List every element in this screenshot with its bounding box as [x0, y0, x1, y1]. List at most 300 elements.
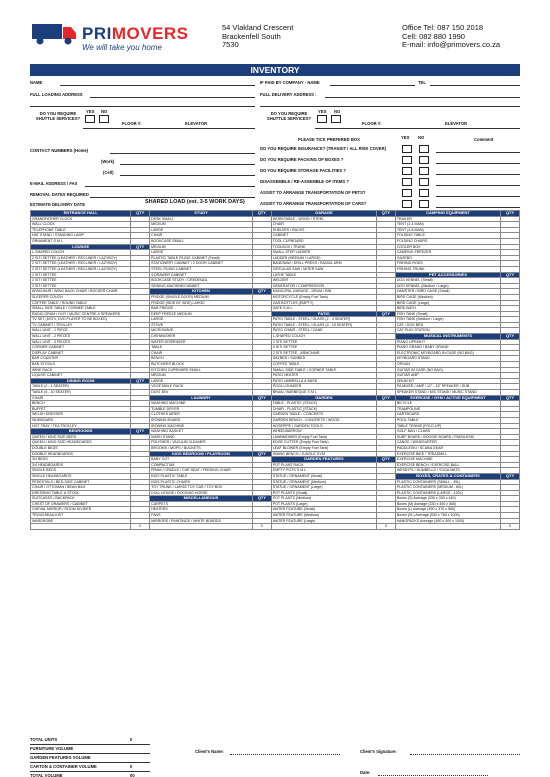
item-cell: POOL TABLE: [395, 417, 500, 423]
item-cell: BOOKCASE SMALL: [150, 238, 253, 244]
inventory-table: [30, 210, 520, 530]
section-header: PATIO: [271, 311, 376, 317]
item-cell: LARGE: [150, 227, 253, 233]
question-5-yes-checkbox[interactable]: [402, 189, 412, 197]
item-cell: PATIO TABLE - STEEL / GLASS (2 - 4 SEATER): [271, 317, 376, 323]
item-cell: PADDLESKI / SCUBA GEAR: [395, 445, 500, 451]
item-cell: SMALL STEP LADDER: [271, 250, 376, 256]
item-cell: BAR COUNTER: [31, 356, 131, 362]
item-cell: WALL UNIT - 3 PIECES: [31, 339, 131, 345]
no-label: NO: [418, 135, 425, 140]
item-cell: 4 DRAWER CABINET: [150, 272, 253, 278]
item-cell: SHELVES / RACKS: [271, 227, 376, 233]
item-cell: STATUE / ORNAMENT (Small): [271, 473, 376, 479]
question-4: DISASSEMBLE / RE-ASSEMBLE OF ITEMS ?: [260, 179, 349, 184]
question-2-comment[interactable]: [436, 163, 520, 164]
question-3-yes-checkbox[interactable]: [402, 167, 412, 175]
item-cell: WARDROBE: [31, 518, 131, 524]
tel-label: TEL: [418, 80, 426, 85]
item-cell: MUNICIPAL GARAGE - DRUM / BIN: [271, 289, 376, 295]
item-cell: DARTBOARD: [395, 412, 500, 418]
item-cell: BAR FRIDGE: [150, 306, 253, 312]
total-label: TOTAL UNITS: [30, 737, 58, 742]
item-cell: EXERCISE BENCH / EXERCISE BALL: [395, 462, 500, 468]
item-cell: 2 SITI SETTEE: [31, 278, 131, 284]
item-cell: 3/4 BEDS: [31, 457, 131, 463]
item-cell: FOLDING TABLE: [395, 233, 500, 239]
item-cell: WALL UNIT - 1 PIECE: [31, 328, 131, 334]
item-cell: STOVE: [150, 322, 253, 328]
loading-address-field[interactable]: [90, 97, 255, 98]
delivery-address-line-2[interactable]: [260, 106, 520, 107]
question-4-no-checkbox[interactable]: [419, 178, 429, 186]
item-cell: KEYBOARD STAND: [395, 356, 500, 362]
item-cell: ELECTRONIC KEYBOARD IN CASE (NO BAG): [395, 350, 500, 356]
item-cell: DOLL HOUSE / ROCKING HORSE: [150, 490, 253, 496]
company-contact: Office Tel: 087 150 2018 Cell: 082 880 1990 E-mail: info@primovers.co.za: [402, 23, 501, 49]
client-name-field[interactable]: [230, 754, 340, 755]
item-cell: GAS BOTTLES (EMPTY): [271, 300, 376, 306]
item-cell: QUEEN / KING SIZE BEDS: [31, 434, 131, 440]
item-cell: LIQUOR CABINET: [31, 373, 131, 379]
home-number-field[interactable]: [110, 153, 255, 154]
item-cell: TV CABINET / TROLLEY: [31, 322, 131, 328]
item-cell: DEEP FREEZE MEDIUM: [150, 311, 253, 317]
item-cell: CANOE / WINDSURFER: [395, 440, 500, 446]
item-cell: TOOLBOX / TRUNK: [271, 244, 376, 250]
item-cell: STEEL FILING CABINET: [150, 266, 253, 272]
section-header: MISCELLANEOUS: [150, 496, 253, 502]
item-cell: PLASTIC CONTAINERS (MEDIUM - 80L): [395, 485, 500, 491]
total-label: CARTON & CONTAINER VOLUME: [30, 764, 97, 769]
item-cell: CORNER CABINET: [31, 345, 131, 351]
letterhead: [30, 8, 520, 58]
item-cell: DOUBLE HEADBOARDS: [31, 451, 131, 457]
item-cell: CHAIR: [150, 233, 253, 239]
item-cell: LEAF BLOWER (Empty Fuel Tank): [271, 445, 376, 451]
item-cell: TUMBLE DRYER: [150, 406, 253, 412]
item-cell: DISHWASHER: [150, 334, 253, 340]
section-header: LAUNDRY: [150, 395, 253, 401]
client-name-label: Client's Name:: [195, 749, 224, 754]
item-cell: 3/4 HEADBOARDS: [31, 462, 131, 468]
item-cell: PLASTIC TABLE FILING CABINET (Small): [150, 255, 253, 261]
item-cell: [395, 524, 500, 530]
item-cell: LARGE: [150, 317, 253, 323]
item-cell: MEDIUM: [150, 244, 253, 250]
item-cell: WEIGHTS / DUMBELLS / YOGA MATS: [395, 468, 500, 474]
item-cell: TABLE TENNIS (FOLD-UP): [395, 423, 500, 429]
item-cell: CHAIR / OTTOMAN / BEAN BAG: [31, 485, 131, 491]
delivery-floor-label: FLOOR #:: [362, 121, 382, 126]
question-3-comment[interactable]: [436, 174, 520, 175]
item-cell: STATIONERY CABINET / 2 DOOR CABINET: [150, 261, 253, 267]
item-cell: HANGPACKS Average (450 x 400 x 1000): [395, 518, 500, 524]
item-cell: BENCH: [150, 356, 253, 362]
question-6-yes-checkbox[interactable]: [402, 200, 412, 208]
yes-label: YES: [401, 135, 410, 140]
item-cell: CHAIR: [271, 222, 376, 228]
delivery-date-label: ESTIMATE DELIVERY DATE: [30, 202, 85, 207]
item-cell: GARDEN TABLE - CONCRETE: [271, 412, 376, 418]
question-3: DO YOU REQUIRE STORAGE FACILITIES ?: [260, 168, 346, 173]
section-header: QTY: [501, 211, 520, 217]
section-header: QTY: [377, 457, 396, 463]
item-cell: VEGETABLE RACK: [150, 384, 253, 390]
item-cell: BAR STOOLS: [31, 362, 131, 368]
item-cell: LATHE TABLE: [271, 272, 376, 278]
item-cell: POOL LOUNGER: [271, 384, 376, 390]
section-header: MUSICAL INSTRUMENTS: [395, 334, 500, 340]
item-cell: TRAMPOLINE: [395, 406, 500, 412]
email-fax-label: E-MAIL ADDRESS / FAX: [30, 181, 78, 186]
tel-field[interactable]: [430, 85, 520, 86]
item-cell: CHEST OF DRAWERS / CABINET: [31, 501, 131, 507]
item-cell: STATUE / ORNAMENT (Large): [271, 485, 376, 491]
item-cell: WALL CLOCK: [31, 222, 131, 228]
item-cell: PRAM / CRADLE / CAR SEAT / FEEDING CHAIR: [150, 468, 253, 474]
item-cell: CAMPING FREEZER: [395, 250, 500, 256]
item-cell: TRAILER: [395, 216, 500, 222]
item-cell: SMALL SIDE TABLE / CORNER TABLE: [31, 306, 131, 312]
item-cell: DRESSING TABLE & STOOL: [31, 490, 131, 496]
item-cell: CABINET: [271, 233, 376, 239]
question-2-yes-checkbox[interactable]: [402, 156, 412, 164]
item-cell: 3 SITI SETTEE: [31, 283, 131, 289]
total-label: TOTAL VOLUME: [30, 773, 63, 777]
item-cell: PA MIXER / AMP / 12" - 15" SPEAKER / SUB: [395, 384, 500, 390]
question-4-comment[interactable]: [436, 185, 520, 186]
item-cell: TABLE (6 - 10 SEATER): [31, 390, 131, 396]
paid-by-field[interactable]: [330, 85, 415, 86]
cell-number-label: (Cell): [103, 170, 114, 175]
section-header: QTY: [252, 451, 271, 457]
yes-label: YES: [86, 109, 95, 114]
item-cell: ORNAMENT S M L: [31, 238, 131, 244]
client-signature-field[interactable]: [410, 754, 520, 755]
item-cell: GARDEN BENCH - CONCRETE / WOOD: [271, 417, 376, 423]
question-1-no-checkbox[interactable]: [419, 145, 429, 153]
item-cell: DISPLAY CABINET: [31, 350, 131, 356]
item-cell: WALL UNIT - 2 PIECES: [31, 334, 131, 340]
item-cell: WASHING BASKET: [150, 429, 253, 435]
item-cell: BICYCLE: [395, 401, 500, 407]
item-cell: SUITCASES / BACKPACK: [31, 496, 131, 502]
client-signature-label: Client's Signature:: [360, 749, 397, 754]
item-cell: PATIO TABLE - STEEL / GLASS (4 - 10 SEATER): [271, 322, 376, 328]
total-value: 00: [130, 773, 135, 777]
item-cell: FISH TANK (Medium / Large): [395, 317, 500, 323]
delivery-shuttle-label: DO YOU REQUIRE SHUTTLE SERVICES?: [266, 111, 312, 121]
table-row: [31, 289, 520, 295]
work-number-field[interactable]: [120, 164, 255, 165]
home-number-label: CONTACT NUMBERS (Home): [30, 148, 89, 153]
delivery-address-field[interactable]: [325, 97, 520, 98]
item-cell: FRIDGE (SIDE BY SIDE) LARGE: [150, 300, 253, 306]
item-cell: MICROWAVE: [150, 328, 253, 334]
qty-cell[interactable]: 0: [131, 524, 150, 530]
item-cell: SMALL SIDE TABLE / CORNER TABLE: [271, 367, 376, 373]
item-cell: WASHING MACHINE: [150, 401, 253, 407]
loading-floor-label: FLOOR #:: [122, 121, 142, 126]
item-cell: BUTCHERS BLOCK: [150, 362, 253, 368]
item-cell: COMPACTUM: [150, 462, 253, 468]
item-cell: GAZEBO: [395, 255, 500, 261]
item-cell: CHAIR: [150, 350, 253, 356]
qty-cell[interactable]: 0: [377, 524, 396, 530]
work-number-label: (Work): [101, 159, 115, 164]
name-field[interactable]: [60, 85, 255, 86]
total-label: FURNITURE VOLUME: [30, 746, 74, 751]
item-cell: WELDER: [271, 278, 376, 284]
section-header: GARDEN: [271, 395, 376, 401]
item-cell: 2 SITI SETTEE (LEATHER / RECLINER / LAZYBOY): [31, 266, 131, 272]
item-cell: WASH STAND: [150, 434, 253, 440]
paid-by-label: IF PAID BY COMPANY - NAME: [260, 80, 320, 85]
email-fax-field[interactable]: [85, 186, 255, 187]
item-cell: POT PLANTS (Large): [271, 501, 376, 507]
yes-label: YES: [318, 109, 327, 114]
item-cell: COFFEE TABLE / ROUND TABLE: [31, 300, 131, 306]
item-cell: 2 SITI SETTEE (LEATHER / RECLINER / LAZYBOY): [31, 261, 131, 267]
loading-address-label: FULL LOADING ADDRESS: [30, 92, 83, 97]
item-cell: WORKTABLE - WOOD / STEEL: [271, 216, 376, 222]
page-title: INVENTORY: [30, 64, 520, 76]
item-cell: BUFFET: [31, 406, 131, 412]
loading-address-line-2[interactable]: [30, 106, 255, 107]
removal-dates-field[interactable]: [90, 197, 255, 198]
slogan: We will take you home: [82, 43, 162, 52]
item-cell: FOLDING CHAIRS: [395, 238, 500, 244]
total-line: [30, 771, 150, 772]
item-cell: DESK SMALL: [150, 216, 253, 222]
question-5: ASSIST TO ARRANGE TRANSPORTATION OF PETS?: [260, 190, 366, 195]
cell-number-field[interactable]: [120, 175, 255, 176]
item-cell: KITCHEN CUPBOARD SMALL: [150, 367, 253, 373]
item-cell: DAYBED / SUNBED: [271, 356, 376, 362]
item-cell: BIRD CAGE (Large): [395, 300, 500, 306]
item-cell: DRUM KIT: [395, 378, 500, 384]
item-cell: TABLE - PLASTIC (STACK): [271, 401, 376, 407]
company-address: 54 Vlakland Crescent Brackenfell South 7530: [222, 23, 294, 49]
item-cell: Boxes (S) Average (330 x 330 x 440): [395, 496, 500, 502]
section-header: EXERCISE / GYM / ACTIVE EQUIPMENT: [395, 395, 500, 401]
item-cell: HEATERS: [150, 507, 253, 513]
item-cell: 2 SITI SETTEE: [31, 272, 131, 278]
total-line: [30, 762, 150, 763]
item-cell: BRAAI / BARBEQUE S M L: [271, 390, 376, 396]
item-cell: SAFE S M L: [271, 306, 376, 312]
item-cell: [150, 524, 253, 530]
item-cell: PIANO UPRIGHT: [395, 339, 500, 345]
question-6-no-checkbox[interactable]: [419, 200, 429, 208]
total-value: 0: [130, 737, 133, 742]
item-cell: FISHING RODS: [395, 261, 500, 267]
item-cell: PEDESTALS / BED-SIDE CABINET: [31, 479, 131, 485]
section-header: QTY: [501, 473, 520, 479]
item-cell: IRONING MACHINE: [150, 423, 253, 429]
item-cell: WATER FEATURE (Medium): [271, 513, 376, 519]
item-cell: KIDS PLASTIC CHAIRS: [150, 479, 253, 485]
item-cell: WATER DISPENSER: [150, 339, 253, 345]
item-cell: SEWING MACHINE/CABINET: [150, 283, 253, 289]
shared-load-note: SHARED LOAD (est. 3-5 WORK DAYS): [145, 199, 245, 205]
item-cell: TROUSSEAU KIST: [31, 513, 131, 519]
comment-label: Comment: [474, 137, 494, 142]
name-label: NAME: [30, 80, 43, 85]
section-header: GARDEN FEATURES: [271, 457, 376, 463]
no-label: NO: [101, 109, 108, 114]
item-cell: LARGE: [150, 250, 253, 256]
truck-logo-icon: [32, 22, 76, 46]
item-cell: SURF BOARD / BOOGIE BOARD / PADDLESKI: [395, 434, 500, 440]
item-cell: BABY COT: [150, 457, 253, 463]
section-header: LOUNGE: [31, 244, 131, 250]
item-cell: CHEVAL MIRROR / ROOM DIVIDER: [31, 507, 131, 513]
question-4-yes-checkbox[interactable]: [402, 178, 412, 186]
item-cell: [271, 524, 376, 530]
item-cell: DOUBLE BEDS: [31, 445, 131, 451]
section-header: QTY: [501, 395, 520, 401]
item-cell: TABLE (2 - 4 SEATER): [31, 384, 131, 390]
item-cell: PLASTIC CONTAINERS (LARGE - 120L): [395, 490, 500, 496]
item-cell: HAMSTER / BIRD CAGE (Small): [395, 289, 500, 295]
tick-header: PLEASE TICK PREFERED BOX: [298, 137, 360, 142]
item-cell: FISH TANK (Small): [395, 311, 500, 317]
question-5-comment[interactable]: [436, 196, 520, 197]
item-cell: SPEAKER STAND / MIC STAND / MUSIC STAND: [395, 390, 500, 396]
item-cell: DUST BIN: [150, 390, 253, 396]
item-cell: WHEELBARROW: [271, 429, 376, 435]
item-cell: WINE RACK: [31, 367, 131, 373]
item-cell: PATIO HEATER: [271, 373, 376, 379]
item-cell: IRONING BOARD: [150, 417, 253, 423]
no-label: NO: [334, 109, 341, 114]
delivery-elevator-label: ELEVATOR: [445, 121, 468, 126]
loading-floor-line[interactable]: [83, 118, 255, 129]
item-cell: PIANO GRAND / BABY GRAND: [395, 345, 500, 351]
item-cell: EXERCISE BIKE / TREADMILL: [395, 451, 500, 457]
item-cell: ARMCHAIR / WING BACK CHAIR / ROCKER CHAIR: [31, 289, 131, 295]
item-cell: SIDEBOARD: [31, 417, 131, 423]
question-2-no-checkbox[interactable]: [419, 156, 429, 164]
section-header: QTY: [501, 334, 520, 340]
item-cell: LAWNMOWER (Empty Fuel Tank): [271, 434, 376, 440]
question-1: DO YOU REQUIRE INSURANCE? (TRANSIT / ALL RISK COVER): [260, 146, 387, 151]
loading-elevator-label: ELEVATOR: [185, 121, 208, 126]
question-5-no-checkbox[interactable]: [419, 189, 429, 197]
item-cell: BANDSAW / DRILL PRESS / RADIAL ARM: [271, 261, 376, 267]
item-cell: 2 SITI SETTEE (LEATHER / RECLINER / LAZYBOY): [31, 255, 131, 261]
section-header: QTY: [252, 289, 271, 295]
item-cell: BIRD BATH: [395, 306, 500, 312]
question-6-comment[interactable]: [436, 207, 520, 208]
section-header: STUDY: [150, 211, 253, 217]
item-cell: PATIO CHAIR - STEEL / CANE: [271, 328, 376, 334]
total-line: [30, 753, 150, 754]
item-cell: Boxes (L) Average (450 x 370 x 560): [395, 507, 500, 513]
question-1-comment[interactable]: [436, 152, 520, 153]
item-cell: SWING BENCH / JUNGLE GYM: [271, 451, 376, 457]
section-header: QTY: [131, 378, 150, 384]
section-header: BEDROOMS: [31, 429, 131, 435]
total-label: GARDEN FEATURES VOLUME: [30, 755, 91, 760]
section-header: QTY: [501, 272, 520, 278]
item-cell: TV SET (DSTV, DVD PLAYER TO BE BOXED): [31, 317, 131, 323]
item-cell: DOG KENNEL (Medium / Large): [395, 283, 500, 289]
section-header: ENTRANCE HALL: [31, 211, 131, 217]
item-cell: SLEEPER COUCH: [31, 294, 131, 300]
item-cell: TOY TRUNK / LARGE TOY CAR / TOY BOX: [150, 485, 253, 491]
date-field[interactable]: [378, 775, 488, 776]
question-3-no-checkbox[interactable]: [419, 167, 429, 175]
item-cell: HAT STAND / STANDING LAMP: [31, 233, 131, 239]
item-cell: POT PLANT RACK: [271, 462, 376, 468]
item-cell: BIRD CAGE (Medium): [395, 294, 500, 300]
item-cell: L-SHAPED COUCH: [31, 250, 131, 256]
item-cell: GRANDFATHER CLOCK: [31, 216, 131, 222]
item-cell: SINGLE HEADBOARDS: [31, 473, 131, 479]
item-cell: POT PLANTS (Small): [271, 490, 376, 496]
delivery-floor-line[interactable]: [315, 118, 520, 129]
item-cell: [31, 524, 131, 530]
item-cell: LADDER (MEDIUM / LARGE): [271, 255, 376, 261]
item-cell: BROOMS / MOPS / BUCKETS: [150, 445, 253, 451]
item-cell: MEDIUM: [150, 222, 253, 228]
item-cell: GUITAR IN CASE (NO BAG): [395, 367, 500, 373]
item-cell: GENERATOR / COMPRESSOR: [271, 283, 376, 289]
item-cell: TABLE: [150, 345, 253, 351]
section-header: PET ACCESSORIES: [395, 272, 500, 278]
item-cell: Boxes (XL) Average (530 x 760 x 1000): [395, 513, 500, 519]
item-cell: MOTORCYCLE (Empty Fuel Tank): [271, 294, 376, 300]
item-cell: FRIDGE (SINGLE DOOR) MEDIUM: [150, 294, 253, 300]
item-cell: POLISHER / VACUUM CLEANER: [150, 440, 253, 446]
section-header: QTY: [252, 211, 271, 217]
item-cell: RADIO GRAM / HI-FI / MUSIC CENTRE & SPEAKERS: [31, 311, 131, 317]
item-cell: MEDIUM: [150, 373, 253, 379]
question-1-yes-checkbox[interactable]: [402, 145, 412, 153]
item-cell: TENT (2-4 MAN): [395, 222, 500, 228]
item-cell: EXERCISE MACHINE: [395, 457, 500, 463]
item-cell: GUITAR AMP: [395, 373, 500, 379]
item-cell: WATER FEATURE (Small): [271, 507, 376, 513]
qty-cell[interactable]: 0: [501, 524, 520, 530]
item-cell: GOLF BAG / CLUBS: [395, 429, 500, 435]
item-cell: COFFEE TABLE: [271, 362, 376, 368]
item-cell: CAT / DOG BED: [395, 322, 500, 328]
section-header: KITCHEN: [150, 289, 253, 295]
item-cell: PLASTIC CONTAINERS (SMALL - 45L): [395, 479, 500, 485]
section-header: QTY: [131, 429, 150, 435]
item-cell: QUEEN / KING SIZE HEADBOARDS: [31, 440, 131, 446]
table-row: [31, 524, 520, 530]
item-cell: FANS: [150, 513, 253, 519]
total-line: [30, 744, 150, 745]
qty-cell[interactable]: 0: [252, 524, 271, 530]
section-header: BOXES, CRATES & CONTAINERS: [395, 473, 500, 479]
item-cell: TELEPHONE TABLE: [31, 227, 131, 233]
removal-dates-label: REMOVAL DATES REQUIRED: [30, 192, 89, 197]
section-header: QTY: [252, 395, 271, 401]
item-cell: WATER FEATURE (Large): [271, 518, 376, 524]
item-cell: 2 SITI SETTEE: [271, 339, 376, 345]
section-header: QTY: [377, 395, 396, 401]
item-cell: CHAIR - PLASTIC (STACK): [271, 406, 376, 412]
item-cell: WELSH DRESSER: [31, 412, 131, 418]
item-cell: STATUE / ORNAMENT (Medium): [271, 479, 376, 485]
item-cell: BOOKCASE STUDY / CREDENZA: [150, 278, 253, 284]
